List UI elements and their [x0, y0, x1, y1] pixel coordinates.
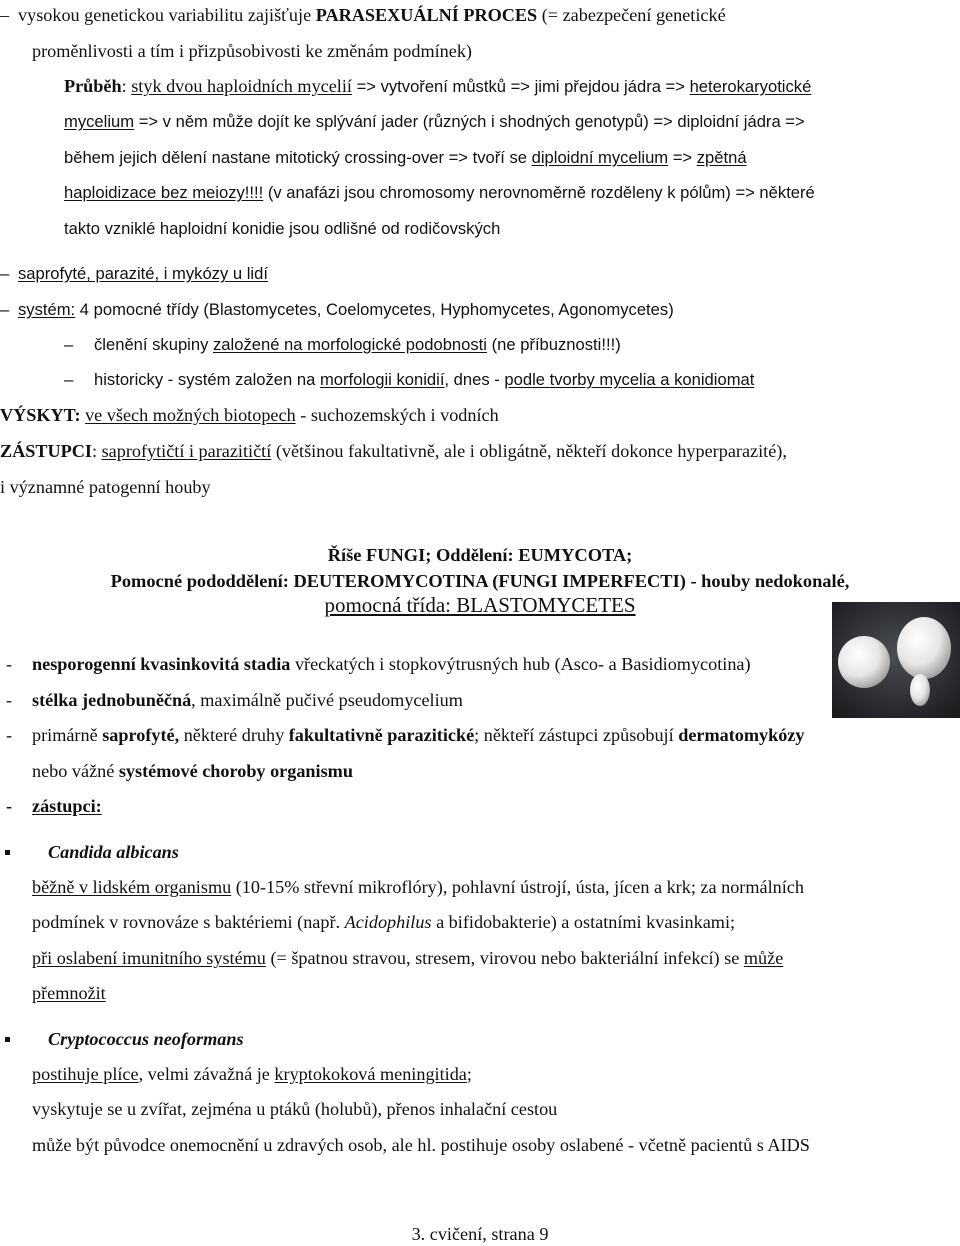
text-run-bold: dermatomykózy: [678, 725, 805, 745]
dash-marker: –: [0, 300, 10, 319]
parasexual-line-2: proměnlivosti a tím i přizpůsobivosti ke změnám podmínek): [32, 41, 472, 61]
parasexual-line-1: [0, 4, 726, 26]
representatives-label: ZÁSTUPCI: [0, 441, 92, 461]
text-run: (= špatnou stravou, stresem, virovou nebo bakteriální infekcí) se: [265, 948, 744, 968]
text-run-underlined: styk dvou haploidních mycelií: [131, 76, 352, 96]
text-run: - suchozemských i vodních: [295, 405, 499, 425]
yeast-cells-illustration: [832, 602, 960, 718]
text-run: , velmi závažná je: [138, 1064, 275, 1084]
system-subitem-2-text: [94, 369, 754, 391]
text-run-bold: systémové choroby organismu: [118, 761, 353, 781]
text-run: (10-15% střevní mikroflóry), pohlavní ústrojí, ústa, jícen a krk; za normálních: [231, 877, 804, 897]
saprofyte-item: [0, 263, 268, 285]
parasexual-line-6: [64, 182, 815, 204]
parasexual-line-4: [64, 111, 805, 133]
species-name: Candida albicans: [48, 842, 179, 862]
feature-3-text: [32, 724, 805, 746]
feature-2: [6, 689, 463, 711]
text-run: ; někteří zástupci způsobují: [474, 725, 679, 745]
system-subitem-1: [64, 334, 621, 356]
candida-line-3: [32, 947, 783, 969]
parasexual-line-7: takto vzniklé haploidní konidie jsou odlišné od rodičovských: [64, 219, 501, 238]
text-run-underlined: založené na morfologické podobnosti: [213, 335, 487, 354]
text-run-underlined: postihuje plíce: [32, 1064, 139, 1084]
system-item: [0, 299, 674, 321]
text-run: a bifidobakterie) a ostatními kvasinkami;: [431, 912, 736, 932]
text-run-bold: PARASEXUÁLNÍ PROCES: [315, 5, 538, 25]
candida-line-2: [32, 911, 735, 933]
text-run: , dnes -: [444, 370, 505, 389]
system-item-text: [18, 299, 674, 321]
dash-marker: -: [6, 796, 13, 816]
text-run-underlined: systém:: [18, 300, 76, 319]
dash-marker: -: [6, 690, 13, 710]
text-run: podmínek v rovnováze s baktériemi (např.: [32, 912, 345, 932]
text-run: nebo vážné: [32, 761, 119, 781]
text-run: některé druhy: [179, 725, 289, 745]
text-run: =>: [668, 148, 697, 167]
text-run: primárně: [32, 725, 103, 745]
feature-4: [6, 795, 102, 817]
parasexual-line-1-text: [18, 4, 726, 26]
text-run-underlined: při oslabení imunitního systému: [32, 948, 266, 968]
text-run-bold: fakultativně parazitické: [288, 725, 475, 745]
text-run: během jejich dělení nastane mitotický crossing-over => tvoří se: [64, 148, 532, 167]
feature-1: [6, 653, 751, 675]
heading-line-3-wrap: [0, 594, 960, 617]
yeast-micrograph-image: [832, 602, 960, 718]
feature-3: [6, 724, 805, 746]
candida-name: [48, 841, 179, 863]
text-run-underlined: heterokaryotické: [689, 77, 812, 96]
text-run-underlined: mycelium: [64, 112, 135, 131]
dash-marker: –: [64, 335, 74, 354]
text-run: (= zabezpečení genetické: [537, 5, 726, 25]
text-run-bold: stélka jednobuněčná: [32, 690, 192, 710]
text-run-underlined: zpětná: [696, 148, 747, 167]
text-run: :: [121, 76, 132, 96]
text-run-underlined: saprofyté, parazité, i mykózy u lidí: [18, 264, 268, 283]
heading-line-1: Říše FUNGI; Oddělení: EUMYCOTA;: [327, 545, 633, 565]
text-run-bold: nesporogenní kvasinkovitá stadia: [32, 654, 291, 674]
text-run-underlined: kryptokoková meningitida: [274, 1064, 467, 1084]
text-run: :: [91, 441, 102, 461]
square-bullet-icon: [5, 1037, 10, 1042]
text-run-underlined: podle tvorby mycelia a konidiomat: [504, 370, 755, 389]
representatives-line-2: i významné patogenní houby: [0, 477, 211, 497]
heading-line-3: pomocná třída: BLASTOMYCETES: [324, 593, 636, 617]
feature-2-text: [32, 689, 463, 711]
dash-marker: -: [6, 654, 13, 674]
page-footer: 3. cvičení, strana 9: [411, 1224, 549, 1244]
parasexual-line-5: [64, 147, 747, 169]
heading-line-2: Pomocné pododdělení: DEUTEROMYCOTINA (FUNGI IMPERFECTI) - houby nedokonalé,: [110, 571, 850, 591]
text-run: => vytvoření můstků => jimi přejdou jádra =>: [351, 77, 690, 96]
cryptococcus-line-2: vyskytuje se u zvířat, zejména u ptáků (holubů), přenos inhalační cestou: [32, 1099, 558, 1119]
text-run: => v něm může dojít ke splývání jader (různých i shodných genotypů) => diploidní jádra =>: [134, 112, 805, 131]
representatives-list-label: zástupci:: [32, 796, 102, 816]
text-run-underlined: může: [743, 948, 784, 968]
parasexual-line-3: [64, 75, 811, 98]
species-name: Cryptococcus neoformans: [48, 1029, 244, 1049]
text-run: vysokou genetickou variabilitu zajišťuje: [18, 5, 316, 25]
text-run: historicky - systém založen na: [94, 370, 320, 389]
text-run: , maximálně pučivé pseudomycelium: [191, 690, 463, 710]
text-run-underlined: běžně v lidském organismu: [32, 877, 232, 897]
cryptococcus-line-1: [32, 1063, 472, 1085]
text-run-underlined: ve všech možných biotopech: [85, 405, 296, 425]
system-subitem-1-text: [94, 334, 621, 356]
text-run: 4 pomocné třídy (Blastomycetes, Coelomycetes, Hyphomycetes, Agonomycetes): [75, 300, 674, 319]
text-run-italic: Acidophilus: [344, 912, 432, 932]
text-run-underlined: haploidizace bez meiozy!!!!: [64, 183, 264, 202]
text-run: vřeckatých i stopkovýtrusných hub (Asco- a Basidiomycotina): [290, 654, 751, 674]
representatives-line-1: [0, 440, 787, 462]
text-run-underlined: saprofytičtí i parazitičtí: [101, 441, 272, 461]
text-run-bold: saprofyté,: [102, 725, 180, 745]
feature-3-continuation: [32, 760, 353, 782]
candida-line-1: [32, 876, 804, 898]
text-run: ;: [466, 1064, 472, 1084]
feature-1-text: [32, 653, 751, 675]
text-run-bold: Průběh: [64, 76, 122, 96]
occurrence-label: VÝSKYT:: [0, 405, 81, 425]
dash-marker: -: [6, 725, 13, 745]
dash-marker: –: [0, 264, 10, 283]
occurrence-line: [0, 404, 499, 426]
dash-marker: –: [0, 5, 10, 25]
text-run-underlined: morfologii konidií: [319, 370, 445, 389]
text-run: (v anafázi jsou chromosomy nerovnoměrně rozděleny k pólům) => některé: [263, 183, 815, 202]
text-run: (ne příbuznosti!!!): [486, 335, 621, 354]
text-run-underlined: diploidní mycelium: [531, 148, 669, 167]
text-run: členění skupiny: [94, 335, 213, 354]
cryptococcus-line-3: může být původce onemocnění u zdravých osob, ale hl. postihuje osoby oslabené - včetně pacientů s AIDS: [32, 1135, 810, 1155]
text-run-underlined: přemnožit: [32, 983, 106, 1003]
system-subitem-2: [64, 369, 755, 391]
text-run: (většinou fakultativně, ale i obligátně, někteří dokonce hyperparazité),: [271, 441, 787, 461]
candida-line-4: [32, 982, 106, 1004]
dash-marker: –: [64, 370, 74, 389]
cryptococcus-name: [48, 1028, 244, 1050]
square-bullet-icon: [5, 850, 10, 855]
